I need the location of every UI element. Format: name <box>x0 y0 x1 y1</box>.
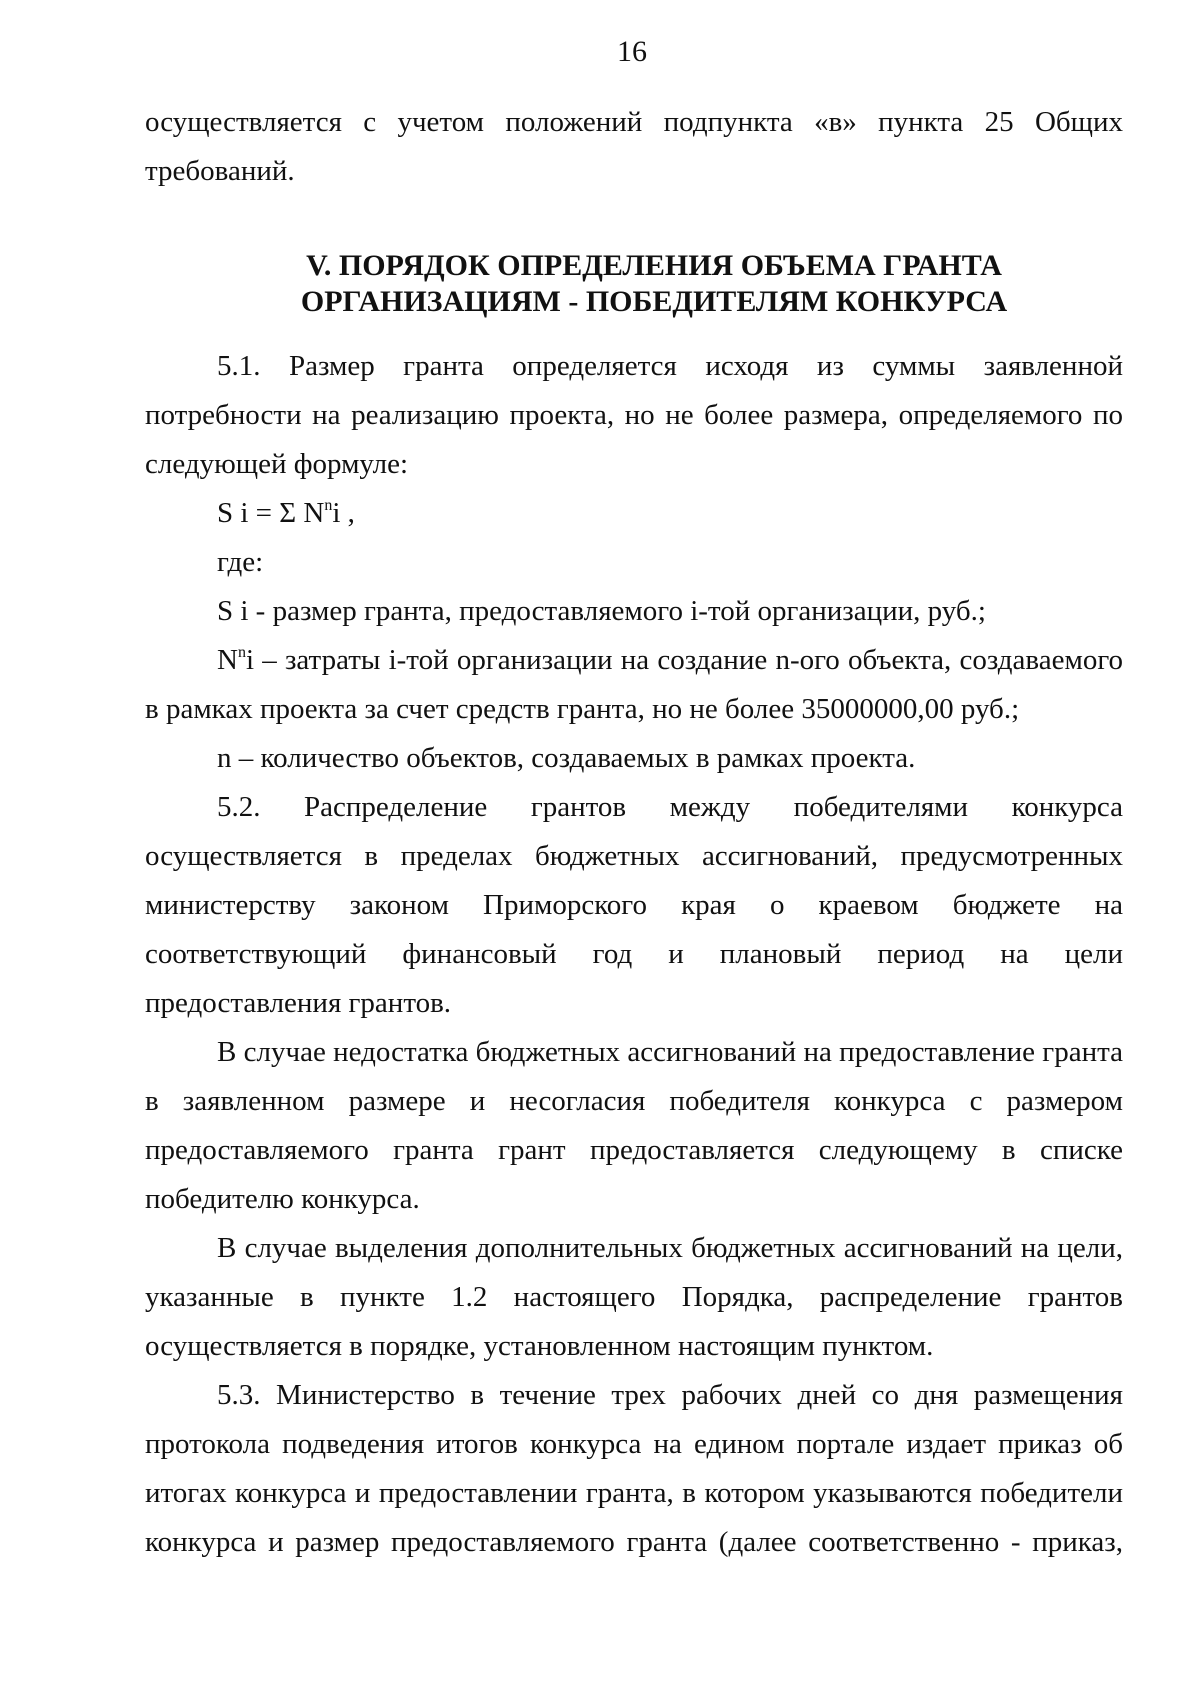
formula-right: i , <box>332 497 355 529</box>
grant-formula <box>145 489 1123 538</box>
section-heading <box>145 248 1123 320</box>
definition-n <box>145 636 1123 734</box>
formula-left: S i = Σ N <box>217 497 325 529</box>
where-label: где: <box>217 546 264 578</box>
formula-superscript: n <box>324 497 333 514</box>
definition-n-text: i – затраты i-той организации на создание n-ого объекта, создаваемого в рамках проекта за счет средств гранта, но не более 35000000,00 руб.; <box>145 644 1123 725</box>
section-heading-line1: V. ПОРЯДОК ОПРЕДЕЛЕНИЯ ОБЪЕМА ГРАНТА <box>306 249 1002 282</box>
intro-paragraph-line2: требований. <box>145 155 295 187</box>
intro-paragraph-line1: осуществляется с учетом положений подпункта «в» пункта 25 Общих <box>145 106 1123 138</box>
clause-5-1: 5.1. Размер гранта определяется исходя из суммы заявленной потребности на реализацию проекта, но не более размера, определяемого по следующей формуле: <box>145 350 1123 480</box>
document-body <box>145 98 1123 1567</box>
section-heading-line2: ОРГАНИЗАЦИЯМ - ПОБЕДИТЕЛЯМ КОНКУРСА <box>300 285 1008 318</box>
clause-5-3: 5.3. Министерство в течение трех рабочих дней со дня размещения протокола подведения итогов конкурса на едином портале издает приказ об итогах конкурса и предоставлении гранта, в котором указываются победители конкурса и размер предоставляемого гранта (далее соответственно - приказ, <box>145 1379 1123 1558</box>
definition-n-superscript: n <box>237 644 246 661</box>
clause-5-2-additional: В случае выделения дополнительных бюджетных ассигнований на цели, указанные в пункте 1.2 настоящего Порядка, распределение грантов осуществляется в порядке, установленном настоящим пунктом. <box>145 1232 1123 1362</box>
page-number: 16 <box>617 35 647 68</box>
clause-5-2: 5.2. Распределение грантов между победителями конкурса осуществляется в пределах бюджетных ассигнований, предусмотренных министерству законом Приморского края о краевом бюджете на соответствующий финансовый год и плановый период на цели предоставления грантов. <box>145 791 1123 1019</box>
definition-count: n – количество объектов, создаваемых в рамках проекта. <box>217 742 916 774</box>
definition-s: S i - размер гранта, предоставляемого i-той организации, руб.; <box>217 595 986 627</box>
clause-5-2-shortage: В случае недостатка бюджетных ассигнований на предоставление гранта в заявленном размере и несогласия победителя конкурса с размером предоставляемого гранта грант предоставляется следующему в списке победителю конкурса. <box>145 1036 1123 1215</box>
definition-n-symbol: N <box>217 644 238 676</box>
